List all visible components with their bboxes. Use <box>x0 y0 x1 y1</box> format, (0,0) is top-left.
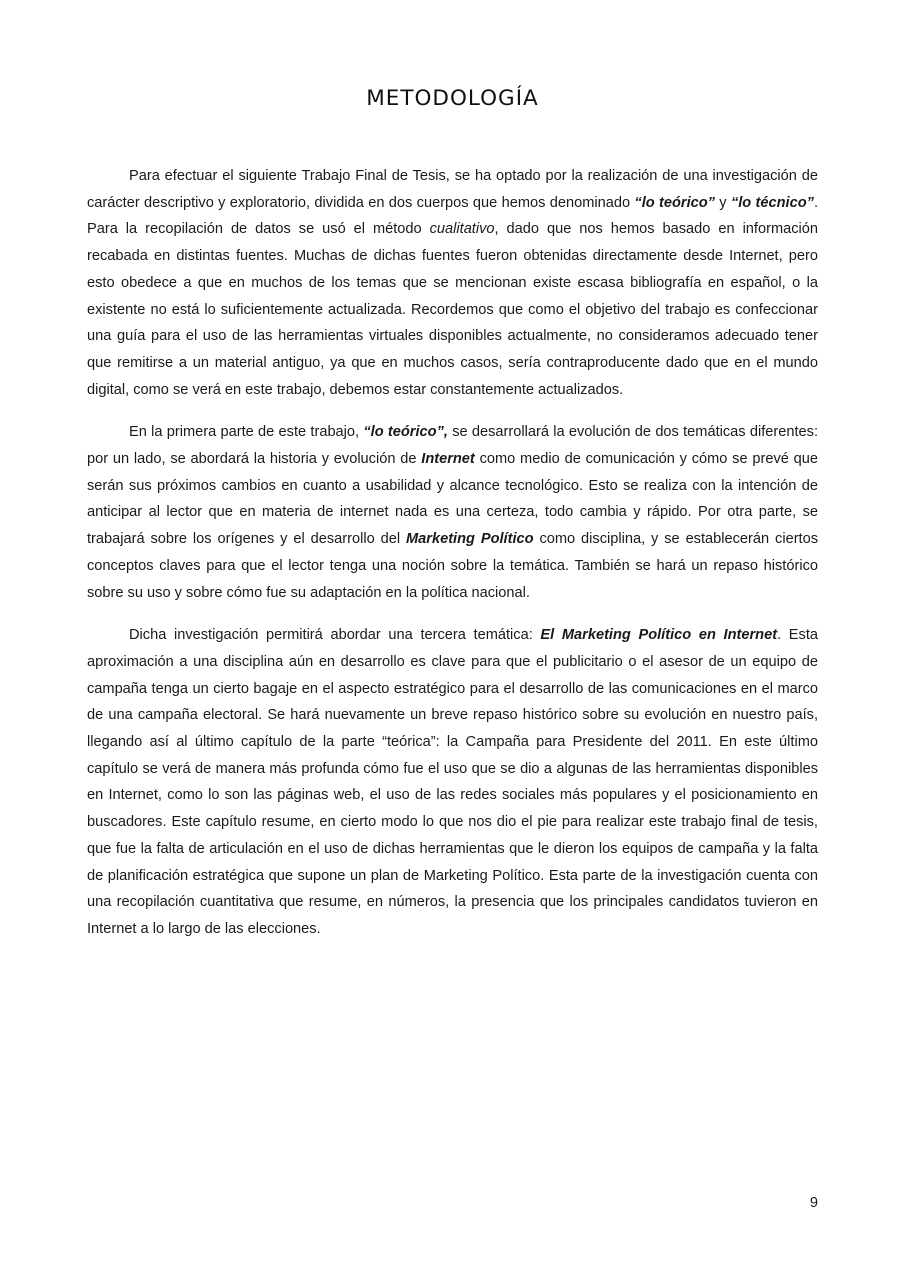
emphasis-lo-teorico: “lo teórico”, <box>363 424 448 441</box>
paragraph-text: Dicha investigación permitirá abordar una tercera temática: <box>129 627 541 644</box>
body-text <box>87 163 818 959</box>
paragraph-text: . Para la recopilación de datos se usó el método <box>87 194 818 238</box>
paragraph-text: como medio de comunicación y cómo se prevé que serán sus próximos cambios en cuanto a usabilidad y alcance tecnológico. Esto se realiza con la intención de anticipar al lector que en materia de internet nada es una certeza, todo cambia y rápido. Por otra parte, se trabajará sobre los orígenes y el desarrollo del <box>87 451 819 548</box>
emphasis-internet: Internet <box>421 451 475 468</box>
paragraph-text: , dado que nos hemos basado en información recabada en distintas fuentes. Muchas de dichas fuentes fueron obtenidas directamente desde Internet, pero esto obedece a que en muchos de los temas que se mencionan existe escasa bibliografía en español, o la existente no está lo suficientemente actualizada. Recordemos que como el objetivo del trabajo es confeccionar una guía para el uso de las herramientas virtuales disponibles actualmente, no consideramos adecuado tener que remitirse a un material antiguo, ya que en muchos casos, sería contraproducente dado que en el mundo digital, como se verá en este trabajo, debemos estar constantemente actualizados. <box>87 221 818 398</box>
emphasis-lo-teorico: “lo teórico” <box>634 194 715 211</box>
paragraph-text: como disciplina, y se establecerán ciertos conceptos claves para que el lector tenga una noción sobre la temática. También se hará un repaso histórico sobre su uso y sobre cómo fue su adaptación en la política nacional. <box>87 531 819 601</box>
paragraph-text: Para efectuar el siguiente Trabajo Final de Tesis, se ha optado por la realización de una investigación de carácter descriptivo y exploratorio, dividida en dos cuerpos que hemos denominado <box>87 168 818 211</box>
paragraph-first-part <box>87 419 818 606</box>
paragraph-text: se desarrollará la evolución de dos temáticas diferentes: por un lado, se abordará la historia y evolución de <box>87 424 818 468</box>
emphasis-lo-tecnico: “lo técnico” <box>730 194 814 211</box>
page-number: 9 <box>809 1195 818 1211</box>
paragraph-third-topic <box>87 622 818 942</box>
paragraph-text: . Esta aproximación a una disciplina aún en desarrollo es clave para que el publicitario o el asesor de un equipo de campaña tenga un cierto bagaje en el aspecto estratégico para el desarrollo de las comunicaciones en el marco de una campaña electoral. Se hará nuevamente un breve repaso histórico sobre su evolución en nuestro país, llegando así al último capítulo de la parte “teórica”: la Campaña para Presidente del 2011. En este último capítulo se verá de manera más profunda cómo fue el uso que se dio a algunas de las herramientas disponibles en Internet, como lo son las páginas web, el uso de las redes sociales más populares y el posicionamiento en buscadores. Este capítulo resume, en cierto modo lo que nos dio el pie para realizar este trabajo final de tesis, que fue la falta de articulación en el uso de dichas herramientas que le dieron los equipos de campaña y la falta de planificación estratégica que supone un plan de Marketing Político. Esta parte de la investigación cuenta con una recopilación cuantitativa que resume, en números, la presencia que los principales candidatos tuvieron en Internet a lo largo de las elecciones. <box>87 627 819 937</box>
paragraph-methodology-intro <box>87 163 818 403</box>
page-title: METODOLOGÍA <box>366 86 539 111</box>
emphasis-marketing-politico: Marketing Político <box>406 531 534 548</box>
emphasis-marketing-politico-en-internet: El Marketing Político en Internet <box>540 627 778 644</box>
paragraph-text: y <box>714 194 731 211</box>
paragraph-text: En la primera parte de este trabajo, <box>129 424 364 441</box>
emphasis-cualitativo: cualitativo <box>429 221 495 238</box>
